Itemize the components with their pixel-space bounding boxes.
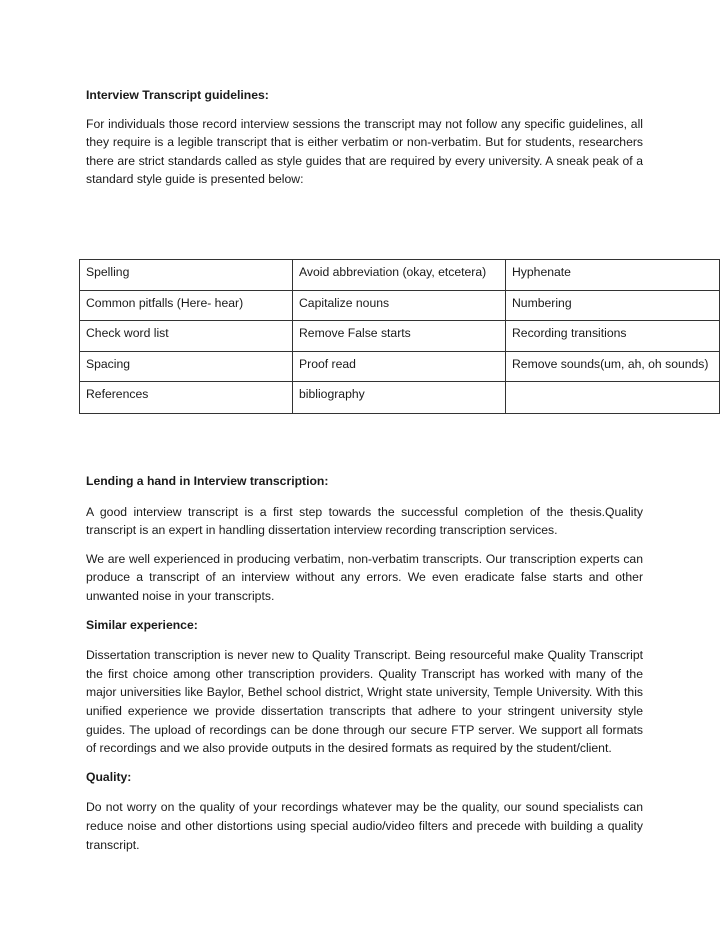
table-cell — [506, 382, 720, 414]
table-row — [80, 382, 720, 414]
table-cell: Common pitfalls (Here- hear) — [80, 290, 293, 321]
table-cell: Numbering — [506, 290, 720, 321]
table-row — [80, 290, 720, 321]
table-cell: Avoid abbreviation (okay, etcetera) — [293, 260, 506, 291]
similar-experience-heading: Similar experience: — [86, 617, 198, 632]
table-cell: References — [80, 382, 293, 414]
lending-hand-heading: Lending a hand in Interview transcription: — [86, 474, 329, 488]
style-guide-table — [79, 259, 720, 414]
table-cell: Remove sounds(um, ah, oh sounds) — [506, 351, 720, 382]
table-cell: Check word list — [80, 321, 293, 352]
guidelines-heading: Interview Transcript guidelines: — [86, 88, 269, 102]
quality-paragraph: Do not worry on the quality of your recordings whatever may be the quality, our sound specialists can reduce noise and other distortions using special audio/video filters and precede with building a quality transcript. — [86, 800, 643, 852]
table-cell: bibliography — [293, 382, 506, 414]
similar-experience-paragraph: Dissertation transcription is never new to Quality Transcript. Being resourceful make Quality Transcript the first choice among other transcription providers. Quality Transcript has worked with many of the major universities like Baylor, Bethel school district, Wright state university, Temple University. With this unified experience we provide dissertation transcripts that adhere to your stringent university style guides. The upload of recordings can be done through our secure FTP server. We support all formats of recordings and we also provide outputs in the desired formats as required by the student/client. — [86, 648, 643, 756]
quality-heading: Quality: — [86, 769, 132, 784]
table-row — [80, 321, 720, 352]
table-cell: Spacing — [80, 351, 293, 382]
table-cell: Hyphenate — [506, 260, 720, 291]
guidelines-paragraph: For individuals those record interview sessions the transcript may not follow any specific guidelines, all they require is a legible transcript that is either verbatim or non-verbatim. But for students, researchers there are strict standards called as style guides that are required by every university. A sneak peak of a standard style guide is presented below: — [86, 116, 643, 187]
table-row — [80, 351, 720, 382]
table-cell: Remove False starts — [293, 321, 506, 352]
guidelines-section — [86, 86, 643, 189]
table-cell: Spelling — [80, 260, 293, 291]
table-cell: Capitalize nouns — [293, 290, 506, 321]
table-row — [80, 260, 720, 291]
lending-hand-paragraph-1: A good interview transcript is a first step towards the successful completion of the thesis.Quality transcript is an expert in handling dissertation interview recording transcription services. — [86, 504, 643, 538]
body-sections — [86, 472, 643, 864]
style-guide-table-wrapper — [79, 259, 719, 414]
table-cell: Proof read — [293, 351, 506, 382]
table-cell: Recording transitions — [506, 321, 720, 352]
lending-hand-paragraph-2: We are well experienced in producing verbatim, non-verbatim transcripts. Our transcription experts can produce a transcript of an interview without any errors. We even eradicate false starts and other unwanted noise in your transcripts. — [86, 551, 643, 603]
